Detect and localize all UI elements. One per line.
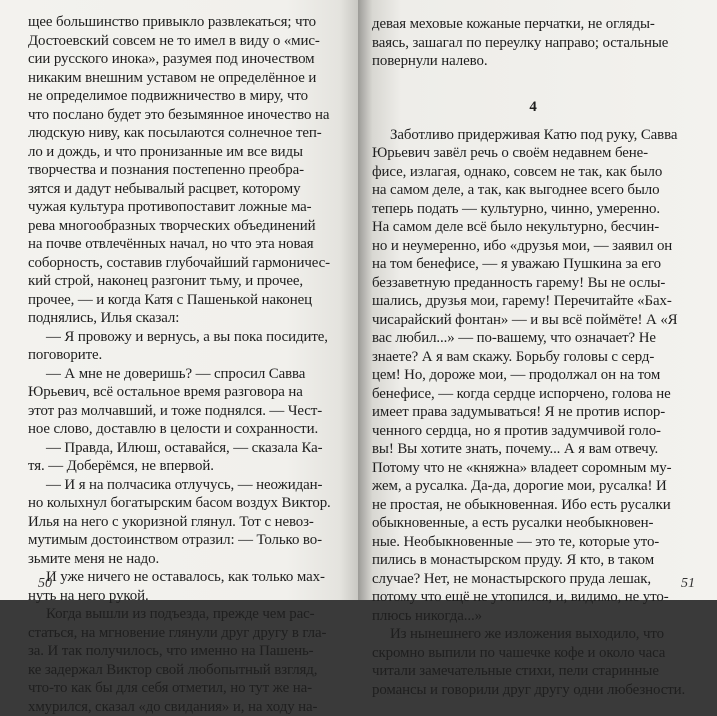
right-page-text <box>372 15 694 699</box>
text-line: ные. Необыкновенные — это те, которые уто- <box>372 533 694 552</box>
text-line: девая меховые кожаные перчатки, не огляды- <box>372 15 694 34</box>
left-page <box>0 0 358 600</box>
text-line: но колыхнул богатырским басом воздух Виктор. <box>28 494 342 513</box>
text-line: ке задержал Виктор свой любопытный взгляд, <box>28 661 342 680</box>
text-line: рева многообразных творческих объединений <box>28 217 342 236</box>
chapter-number: 4 <box>372 89 694 126</box>
text-line: — А мне не доверишь? — спросил Савва <box>28 365 342 384</box>
text-line: щее большинство привыкло развлекаться; что <box>28 13 342 32</box>
text-line: обыкновенные, а есть русалки необыкновен- <box>372 514 694 533</box>
text-line: — Я провожу и вернусь, а вы пока посидите, <box>28 328 342 347</box>
text-line: На самом деле всё было некультурно, бесчин- <box>372 218 694 237</box>
text-line: шались, друзья мои, гарему! Перечитайте «Бах- <box>372 292 694 311</box>
text-line: плюсь никогда...» <box>372 607 694 626</box>
text-line: романсы и говорили друг другу одни любезности. <box>372 681 694 700</box>
text-line: скромно выпили по чашечке кофе и около часа <box>372 644 694 663</box>
text-line: вас любил...» — по-вашему, что означает? Не <box>372 329 694 348</box>
text-line: Когда вышли из подъезда, прежде чем рас- <box>28 605 342 624</box>
text-line: Юрьевич завёл речь о своём недавнем бене- <box>372 144 694 163</box>
text-line: имеет права задумываться! Я не против испор- <box>372 403 694 422</box>
text-line: никаким внешним уставом не определённое и <box>28 69 342 88</box>
text-line: вы! Вы хотите знать, почему... А я вам отвечу. <box>372 440 694 459</box>
right-page-number: 51 <box>681 576 695 592</box>
text-line: мутимым достоинством отразил: — Только во- <box>28 531 342 550</box>
text-line: теперь подать — культурно, чинно, умеренно. <box>372 200 694 219</box>
text-line: людскую ниву, как посылаются солнечное теп- <box>28 124 342 143</box>
text-line: цем! Но, дороже мои, — продолжал он на том <box>372 366 694 385</box>
text-line: Из нынешнего же изложения выходило, что <box>372 625 694 644</box>
text-line: на почве отвлечённых начал, но что эта новая <box>28 235 342 254</box>
text-line: зятся и дадут небывалый расцвет, которому <box>28 180 342 199</box>
text-line: на самом деле, а так, как выгоднее всего было <box>372 181 694 200</box>
text-line: — Правда, Илюш, оставайся, — сказала Ка- <box>28 439 342 458</box>
text-line: ваясь, зашагал по переулку направо; остальные <box>372 34 694 53</box>
right-page-text-before <box>372 15 694 71</box>
text-line: что-то как бы для себя отметил, но тут же на- <box>28 679 342 698</box>
left-page-number: 50 <box>38 576 52 592</box>
text-line: творчества и познания постепенно преобра- <box>28 161 342 180</box>
text-line: И уже ничего не оставалось, как только мах- <box>28 568 342 587</box>
text-line: этот раз молчавший, и тоже поднялся. — Чест- <box>28 402 342 421</box>
text-line: ное слово, доставлю в целости и сохранности. <box>28 420 342 439</box>
text-line: не определимое подвижничество в миру, что <box>28 87 342 106</box>
text-line: что послано будет это безымянное иночество на <box>28 106 342 125</box>
text-line: соборность, составив глубочайший гармоничес- <box>28 254 342 273</box>
text-line: прочее, — и когда Катя с Пашенькой наконец <box>28 291 342 310</box>
text-line: Юрьевич, всё остальное время разговора на <box>28 383 342 402</box>
text-line: ченного сердца, но я против задумчивой голо- <box>372 422 694 441</box>
text-line: бенефисе, — когда сердце испорчено, голова не <box>372 385 694 404</box>
text-line: случае? Нет, не монастырского пруда лешак, <box>372 570 694 589</box>
text-line: ло и дождь, и что пронизанные им все виды <box>28 143 342 162</box>
text-line: за. И так получилось, что именно на Пашень- <box>28 642 342 661</box>
text-line: зьмите меня не надо. <box>28 550 342 569</box>
text-line: Заботливо придерживая Катю под руку, Савва <box>372 126 694 145</box>
text-line: сии русского инока», разумея под иночеством <box>28 50 342 69</box>
text-line: нуть на него рукой. <box>28 587 342 606</box>
text-line: на том бенефисе, — я уважаю Пушкина за его <box>372 255 694 274</box>
text-line: чужая культура противопоставит ложные ма- <box>28 198 342 217</box>
left-page-text <box>28 13 342 716</box>
text-line: но и неумеренно, ибо «друзья мои, — заявил он <box>372 237 694 256</box>
text-line: повернули налево. <box>372 52 694 71</box>
text-line: поднялись, Илья сказал: <box>28 309 342 328</box>
text-line: пились в монастырском пруду. Я кто, в таком <box>372 551 694 570</box>
text-line: — И я на полчасика отлучусь, — неожидан- <box>28 476 342 495</box>
text-line: поговорите. <box>28 346 342 365</box>
text-line: кий строй, наконец разгонит тьму, и прочее, <box>28 272 342 291</box>
text-line: читали замечательные стихи, пели старинные <box>372 662 694 681</box>
text-line: беззаветную преданность гарему! Вы не ослы- <box>372 274 694 293</box>
right-page <box>358 0 717 600</box>
text-line: потому что ещё не утопился, и, видимо, не уто- <box>372 588 694 607</box>
text-line: не простая, не обыкновенная. Ибо есть русалки <box>372 496 694 515</box>
text-line: хмурился, сказал «до свидания» и, на ходу на- <box>28 698 342 716</box>
text-line: Потому что не «княжна» владеет соромным му- <box>372 459 694 478</box>
text-line: тя. — Доберёмся, не впервой. <box>28 457 342 476</box>
right-page-text-after <box>372 126 694 700</box>
text-line: знаете? А я вам скажу. Борьбу головы с серд- <box>372 348 694 367</box>
text-line: Достоевский совсем не то имел в виду о «мис- <box>28 32 342 51</box>
text-line: чисарайский фонтан» — и вы всё поймёте! А «Я <box>372 311 694 330</box>
text-line: Илья на него с укоризной глянул. Тот с невоз- <box>28 513 342 532</box>
text-line: статься, на мгновение глянули друг другу в гла- <box>28 624 342 643</box>
text-line: жем, а русалка. Да-да, дорогие мои, русалка! И <box>372 477 694 496</box>
text-line: фисе, излагая, однако, совсем не так, как было <box>372 163 694 182</box>
